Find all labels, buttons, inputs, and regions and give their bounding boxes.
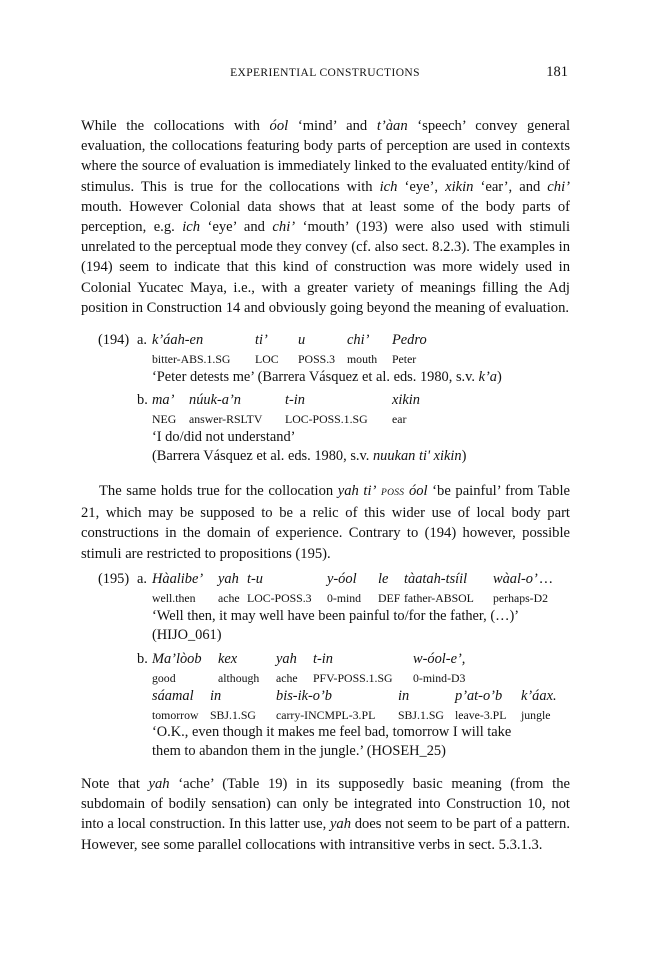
gloss: 0-mind-D3 [413,671,466,685]
text-run: While the collocations with [81,118,270,134]
paragraph-2 [81,481,570,564]
maya-term: k’a [478,369,497,385]
maya-word: k’áax. [521,688,557,704]
gloss: Peter [392,352,417,366]
maya-term: óol [408,483,428,499]
text-run: ‘mind’ and [288,118,377,134]
maya-word: Pedro [392,332,427,348]
maya-word: wàal-o’ … [493,571,553,587]
translation: ‘Well then, it may well have been painful to/for the father, (…)’ [152,608,520,624]
citation-text: (Barrera Vásquez et al. eds. 1980, s.v. [152,448,373,464]
text-run: ‘speech’ convey general evaluation, the collocations featuring body parts of perception are used in contexts where the source of evaluation is immediately linked to the evaluated entity/kind of stimulus. This is true for the collocations with [81,118,570,195]
gloss: mouth [347,352,378,366]
text-run: ‘be painful’ from Table 21, which may be supposed to be a relic of this wider use of local body part constructions in the domain of experience. Contrary to (194) however, possible stimuli are restricted to propositions (195). [81,483,570,562]
maya-word: Hàalibe’ [152,571,204,587]
gloss: 0-mind [327,591,362,605]
gloss: LOC [255,352,279,366]
translation: ‘O.K., even though it makes me feel bad, tomorrow I will take [152,724,512,740]
maya-word: yah [218,571,239,587]
maya-term: t’àan [376,118,408,134]
gloss: POSS.3 [298,352,336,366]
maya-word: ti’ [255,332,268,348]
gloss: carry-INCMPL-3.PL [276,708,376,722]
text-run: mouth. However Colonial data shows that at least some of the body parts of perception, e.g. [81,198,570,236]
gloss: NEG [152,412,177,426]
gloss: jungle [521,708,551,722]
gloss: LOC-POSS.3 [247,591,312,605]
example-number: (194) [98,332,130,348]
example-label: b. [137,392,148,408]
maya-word: k’áah-en [152,332,204,348]
text-run: Note that [81,776,149,792]
translation [152,369,502,386]
page-header [0,64,650,84]
maya-word: u [298,332,306,348]
page-number: 181 [546,64,568,80]
gloss: bitter-ABS.1.SG [152,352,231,366]
maya-word: t-in [313,651,333,667]
gloss: tomorrow [152,708,199,722]
maya-word: y-óol [327,571,357,587]
maya-word: chi’ [347,332,370,348]
example-number: (195) [98,571,130,587]
maya-word: yah [276,651,297,667]
gloss: LOC-POSS.1.SG [285,412,368,426]
source-citation [152,448,466,465]
maya-word: xikin [392,392,420,408]
maya-term: chi’ [272,219,296,236]
citation-text: ) [461,448,467,464]
maya-term: yah [148,776,170,792]
maya-term: chi’ [547,178,570,195]
maya-word: in [398,688,410,704]
translation-text: ‘Peter detests me’ (Barrera Vásquez et al. eds. 1980, s.v. [152,369,479,385]
gloss: father-ABSOL [404,591,474,605]
gloss-placeholder: POSS [380,488,405,498]
maya-word: t-in [285,392,305,408]
text-run: ‘mouth’ (193) were also used with stimuli unrelated to the perceptual mode they convey (cf. also sect. 8.2.3). The examples in (194) seem to indicate that this kind of construction was more widely used in Colonial Yucatec Maya, i.e., with a greater variety of meanings filling the Adj position in Construction 14 and obviously going beyond the meaning of evaluation. [81,219,570,316]
maya-word: sáamal [152,688,194,704]
maya-word: kex [218,651,238,667]
maya-word: Ma’lòob [152,651,202,667]
text-run: ‘ear’, and [473,178,548,195]
text-run: does not seem to be part of a pattern. However, see some parallel collocations with intransitive verbs in sect. 5.3.1.3. [81,816,570,853]
gloss: PFV-POSS.1.SG [313,671,393,685]
text-run: ‘eye’ and [200,219,273,236]
source-citation: (HIJO_061) [152,627,222,643]
maya-word: le [378,571,389,587]
maya-term: óol [269,118,289,134]
example-label: a. [137,571,147,587]
maya-word: tàatah-tsíil [404,571,468,587]
paragraph-3 [81,774,570,855]
gloss: ear [392,412,407,426]
maya-term: nuukan ti' xikin [372,448,462,464]
gloss: perhaps-D2 [493,591,549,605]
gloss: leave-3.PL [455,708,507,722]
maya-term: yah [329,816,352,833]
maya-word: ma’ [152,392,175,408]
gloss: SBJ.1.SG [210,708,256,722]
maya-term: xikin [445,178,474,195]
maya-term: yah ti’ [337,483,377,499]
maya-word: núuk-a’n [189,392,241,408]
example-label: a. [137,332,147,348]
gloss: ache [276,671,298,685]
maya-word: w-óol-e’, [413,651,466,667]
gloss: good [152,671,176,685]
gloss: well.then [152,591,196,605]
translation: ‘I do/did not understand’ [152,429,296,445]
gloss: SBJ.1.SG [398,708,444,722]
gloss: ache [218,591,240,605]
running-head: EXPERIENTIAL CONSTRUCTIONS [230,67,420,79]
maya-word: p’at-o’b [455,688,503,704]
text-run: The same holds true for the collocation [99,483,338,499]
translation: them to abandon them in the jungle.’ (HOSEH_25) [152,743,446,759]
maya-word: in [210,688,222,704]
gloss: DEF [378,591,401,605]
example-label: b. [137,651,148,667]
maya-term: ich [379,178,398,195]
gloss: answer-RSLTV [189,412,263,426]
text-run: ‘eye’, [397,178,446,195]
gloss: although [218,671,260,685]
maya-word: t-u [247,571,263,587]
maya-term: ich [182,219,201,236]
paragraph-1 [81,116,570,318]
translation-text: ) [496,369,502,385]
text-run: ‘ache’ (Table 19) in its supposedly basic meaning (from the subdomain of bodily sensation) can only be integrated into Construction 10, not into a local construction. In this latter use, [81,776,570,833]
maya-word: bis-ik-o’b [276,688,332,704]
